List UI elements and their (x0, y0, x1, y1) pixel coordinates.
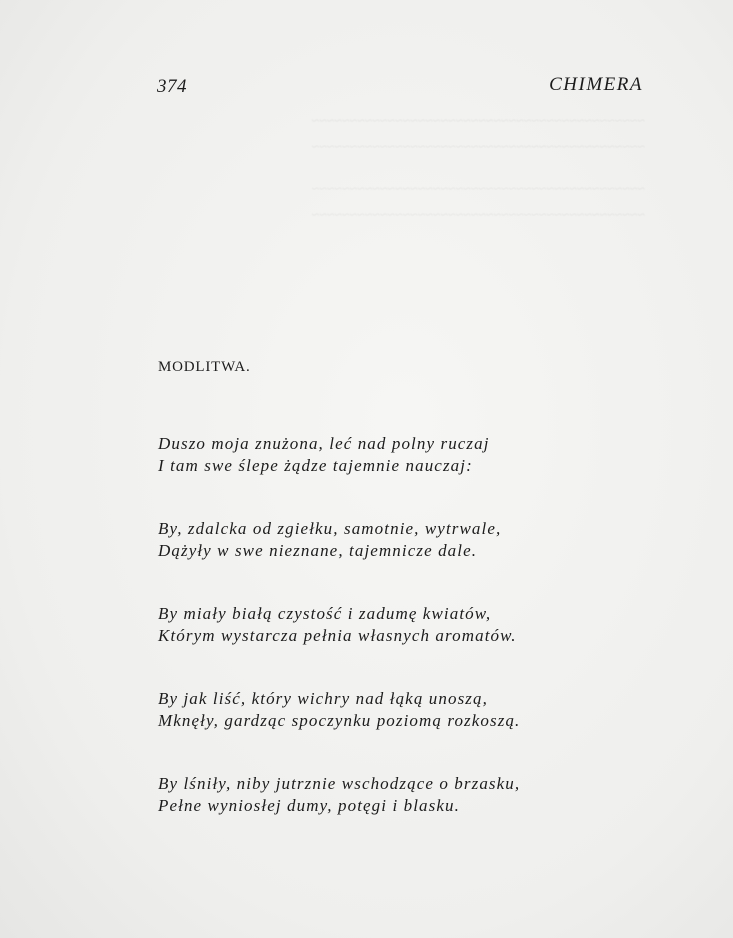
verse-line: I tam swe ślepe żądze tajemnie nauczaj: (158, 456, 473, 475)
verse-line: Dążyły w swe nieznane, tajemnicze dale. (158, 541, 478, 560)
poem-body (158, 433, 638, 858)
verse-line: Pełne wyniosłej dumy, potęgi i blasku. (158, 796, 460, 815)
stanza-4 (158, 688, 638, 732)
stanza-2 (158, 518, 638, 562)
poem-title: MODLITWA. (158, 359, 251, 375)
stanza-5 (158, 773, 638, 817)
running-head: CHIMERA (549, 74, 643, 95)
verse-line: Którym wystarcza pełnia własnych aromatów. (158, 626, 517, 645)
verse-line: By jak liść, który wichry nad łąką unoszą, (158, 689, 488, 708)
verse-line: Mknęły, gardząc spoczynku poziomą rozkoszą. (158, 711, 521, 730)
stanza-3 (158, 603, 638, 647)
page-number: 374 (157, 76, 187, 97)
stanza-1 (158, 433, 638, 477)
verse-line: By, zdalcka od zgiełku, samotnie, wytrwale, (158, 519, 502, 538)
show-through-text: ~~~~~~~~~~~~~~~~~~~~~~~~~~~~~~~~~~~~~~~~~~~~ ~~~~~~~~~~~~~~~~~~~~~~~~~~~~~~~~~~~~~~~~~~~~ ~~~~~~~~~~~~~~~~~~~~~~~~~~~~~~~~~~~~~~~~~~~~ ~~~~~~~~~~~~~~~~~~~~~~~~~~~~~~~~~~~~~~~~~~~~ (311, 114, 645, 223)
verse-line: By lśniły, niby jutrznie wschodzące o brzasku, (158, 774, 521, 793)
verse-line: Duszo moja znużona, leć nad polny ruczaj (158, 434, 490, 453)
verse-line: By miały białą czystość i zadumę kwiatów, (158, 604, 492, 623)
